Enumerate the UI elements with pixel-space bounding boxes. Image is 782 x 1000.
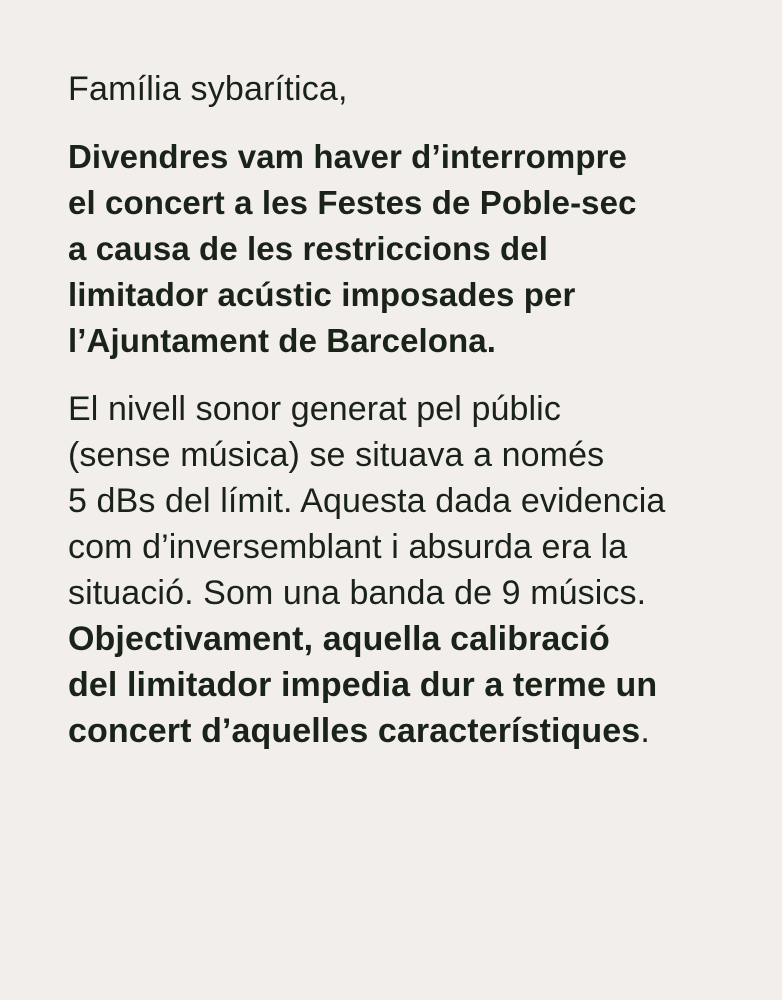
body-line: 5 dBs del límit. Aquesta dada evidencia — [68, 482, 666, 520]
lead-line: l’Ajuntament de Barcelona. — [68, 322, 497, 359]
greeting: Família sybarítica, — [68, 70, 348, 108]
lead-line: limitador acústic imposades per — [68, 276, 576, 313]
letter-content — [68, 66, 758, 754]
body-line: El nivell sonor generat pel públic — [68, 390, 561, 428]
bold-text: concert d’aquelles característiques — [68, 712, 641, 750]
final-period: . — [640, 712, 650, 750]
lead-paragraph — [68, 134, 758, 364]
bold-line: del limitador impedia dur a terme un — [68, 666, 658, 704]
body-line: situació. Som una banda de 9 músics. — [68, 574, 647, 612]
lead-line: a causa de les restriccions del — [68, 230, 549, 267]
bold-line: Objectivament, aquella calibració — [68, 620, 610, 658]
lead-line: el concert a les Festes de Poble-sec — [68, 184, 637, 221]
body-line: com d’inversemblant i absurda era la — [68, 528, 628, 566]
lead-line: Divendres vam haver d’interrompre — [68, 138, 628, 175]
body-paragraph — [68, 386, 758, 754]
bold-line-final — [68, 708, 758, 754]
body-line: (sense música) se situava a només — [68, 436, 605, 474]
